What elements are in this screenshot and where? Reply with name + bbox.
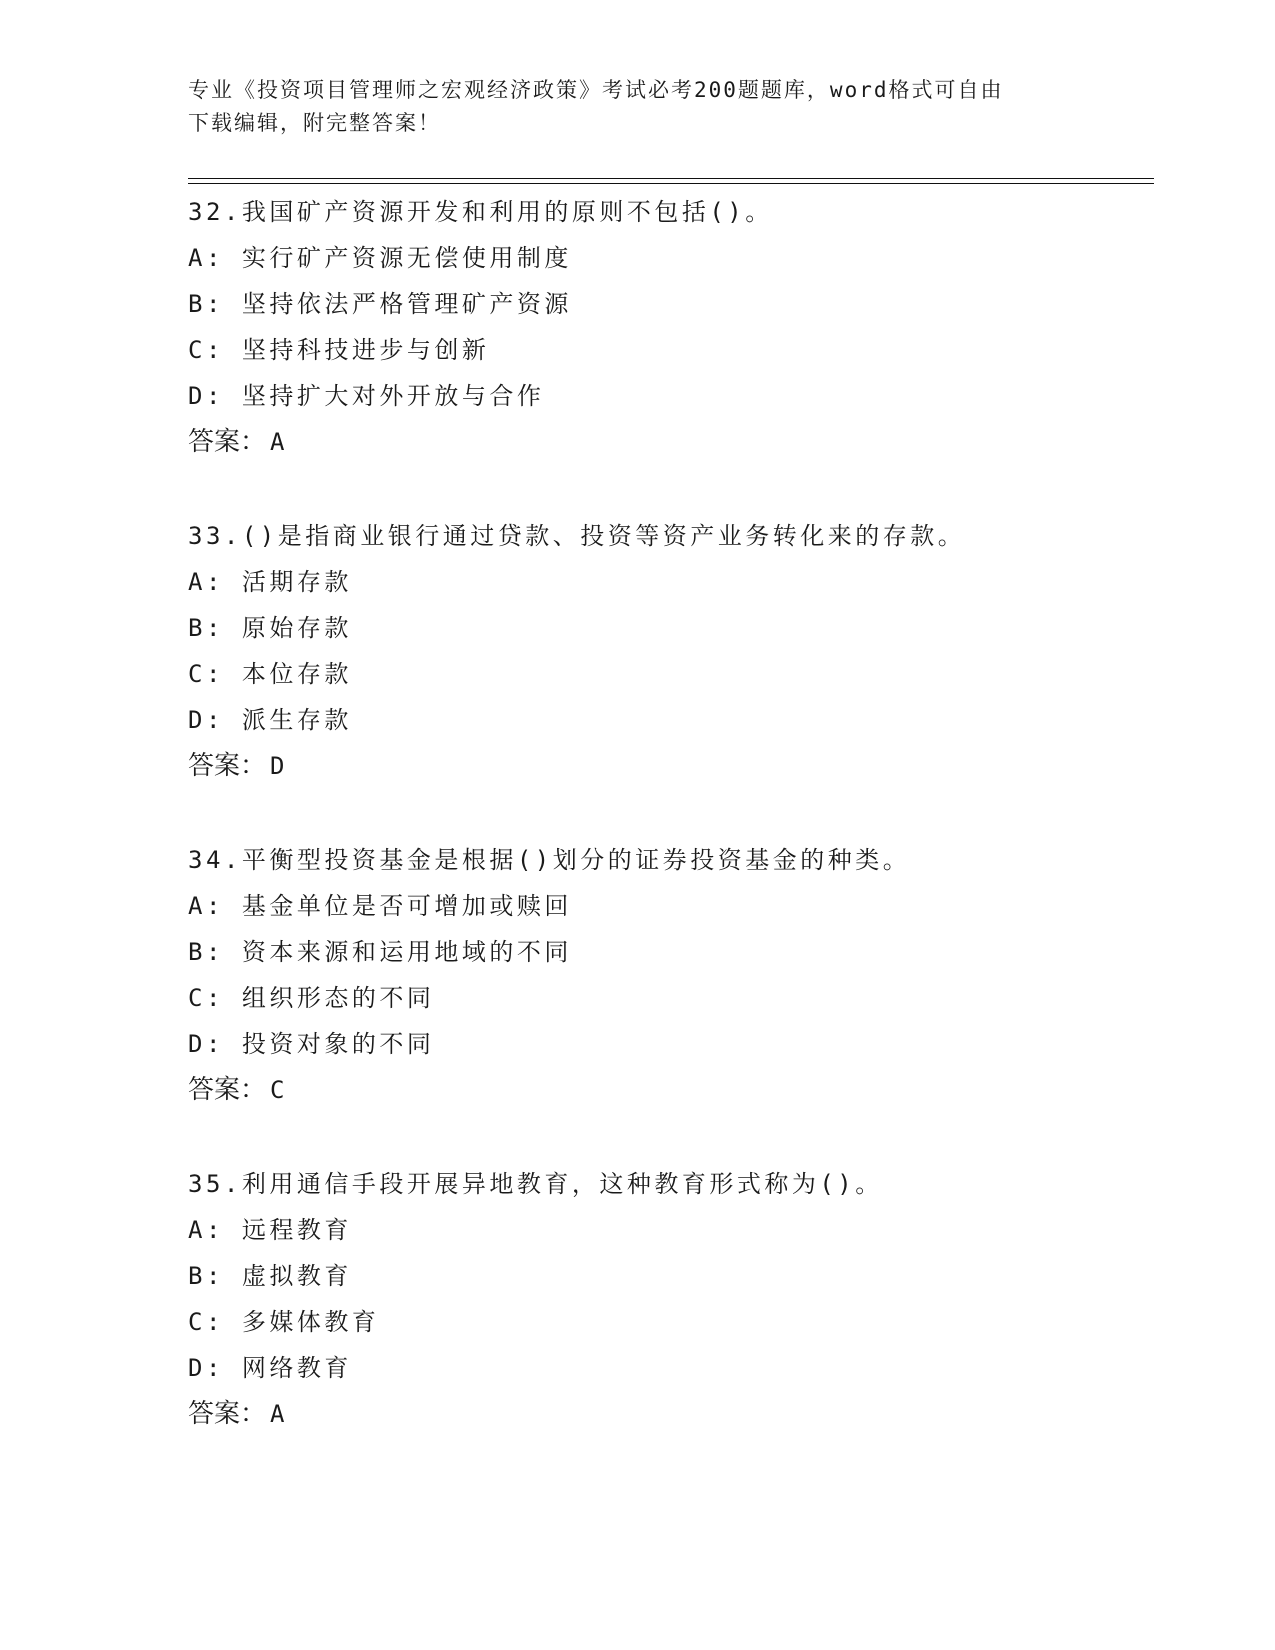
- option-d: D: 投资对象的不同: [188, 1030, 435, 1058]
- option-a: A: 实行矿产资源无偿使用制度: [188, 244, 572, 272]
- question-33: [188, 513, 1148, 789]
- option-c: C: 坚持科技进步与创新: [188, 336, 490, 364]
- question-35: [188, 1161, 1148, 1437]
- answer-label: 答案：: [188, 1075, 267, 1105]
- question-stem: 32.我国矿产资源开发和利用的原则不包括()。: [188, 198, 773, 226]
- option-c: C: 多媒体教育: [188, 1308, 380, 1336]
- answer-line: [188, 419, 1148, 465]
- option-b: B: 资本来源和运用地域的不同: [188, 938, 572, 966]
- option-a: A: 基金单位是否可增加或赎回: [188, 892, 572, 920]
- option-c: C: 本位存款: [188, 660, 352, 688]
- answer-value: C: [270, 1076, 285, 1104]
- option-d: D: 网络教育: [188, 1354, 352, 1382]
- question-stem: 33.()是指商业银行通过贷款、投资等资产业务转化来的存款。: [188, 522, 966, 550]
- answer-label: 答案：: [188, 1399, 267, 1429]
- option-c: C: 组织形态的不同: [188, 984, 435, 1012]
- document-header: [188, 74, 1088, 140]
- answer-value: A: [270, 428, 285, 456]
- answer-line: [188, 743, 1148, 789]
- answer-value: A: [270, 1400, 285, 1428]
- answer-line: [188, 1067, 1148, 1113]
- answer-value: D: [270, 752, 285, 780]
- header-line-2: 下载编辑，附完整答案！: [188, 111, 441, 135]
- answer-line: [188, 1391, 1148, 1437]
- question-stem: 34.平衡型投资基金是根据()划分的证券投资基金的种类。: [188, 846, 911, 874]
- option-d: D: 坚持扩大对外开放与合作: [188, 382, 545, 410]
- option-a: A: 远程教育: [188, 1216, 352, 1244]
- option-b: B: 原始存款: [188, 614, 352, 642]
- answer-label: 答案：: [188, 751, 267, 781]
- question-stem: 35.利用通信手段开展异地教育，这种教育形式称为()。: [188, 1170, 883, 1198]
- option-b: B: 虚拟教育: [188, 1262, 352, 1290]
- question-34: [188, 837, 1148, 1113]
- option-a: A: 活期存款: [188, 568, 352, 596]
- header-divider-bottom: [188, 183, 1154, 184]
- header-line-1: 专业《投资项目管理师之宏观经济政策》考试必考200题题库，word格式可自由: [188, 78, 1004, 102]
- header-divider-top: [188, 178, 1154, 179]
- option-b: B: 坚持依法严格管理矿产资源: [188, 290, 572, 318]
- question-32: [188, 189, 1148, 465]
- option-d: D: 派生存款: [188, 706, 352, 734]
- answer-label: 答案：: [188, 427, 267, 457]
- question-list: [188, 189, 1148, 1485]
